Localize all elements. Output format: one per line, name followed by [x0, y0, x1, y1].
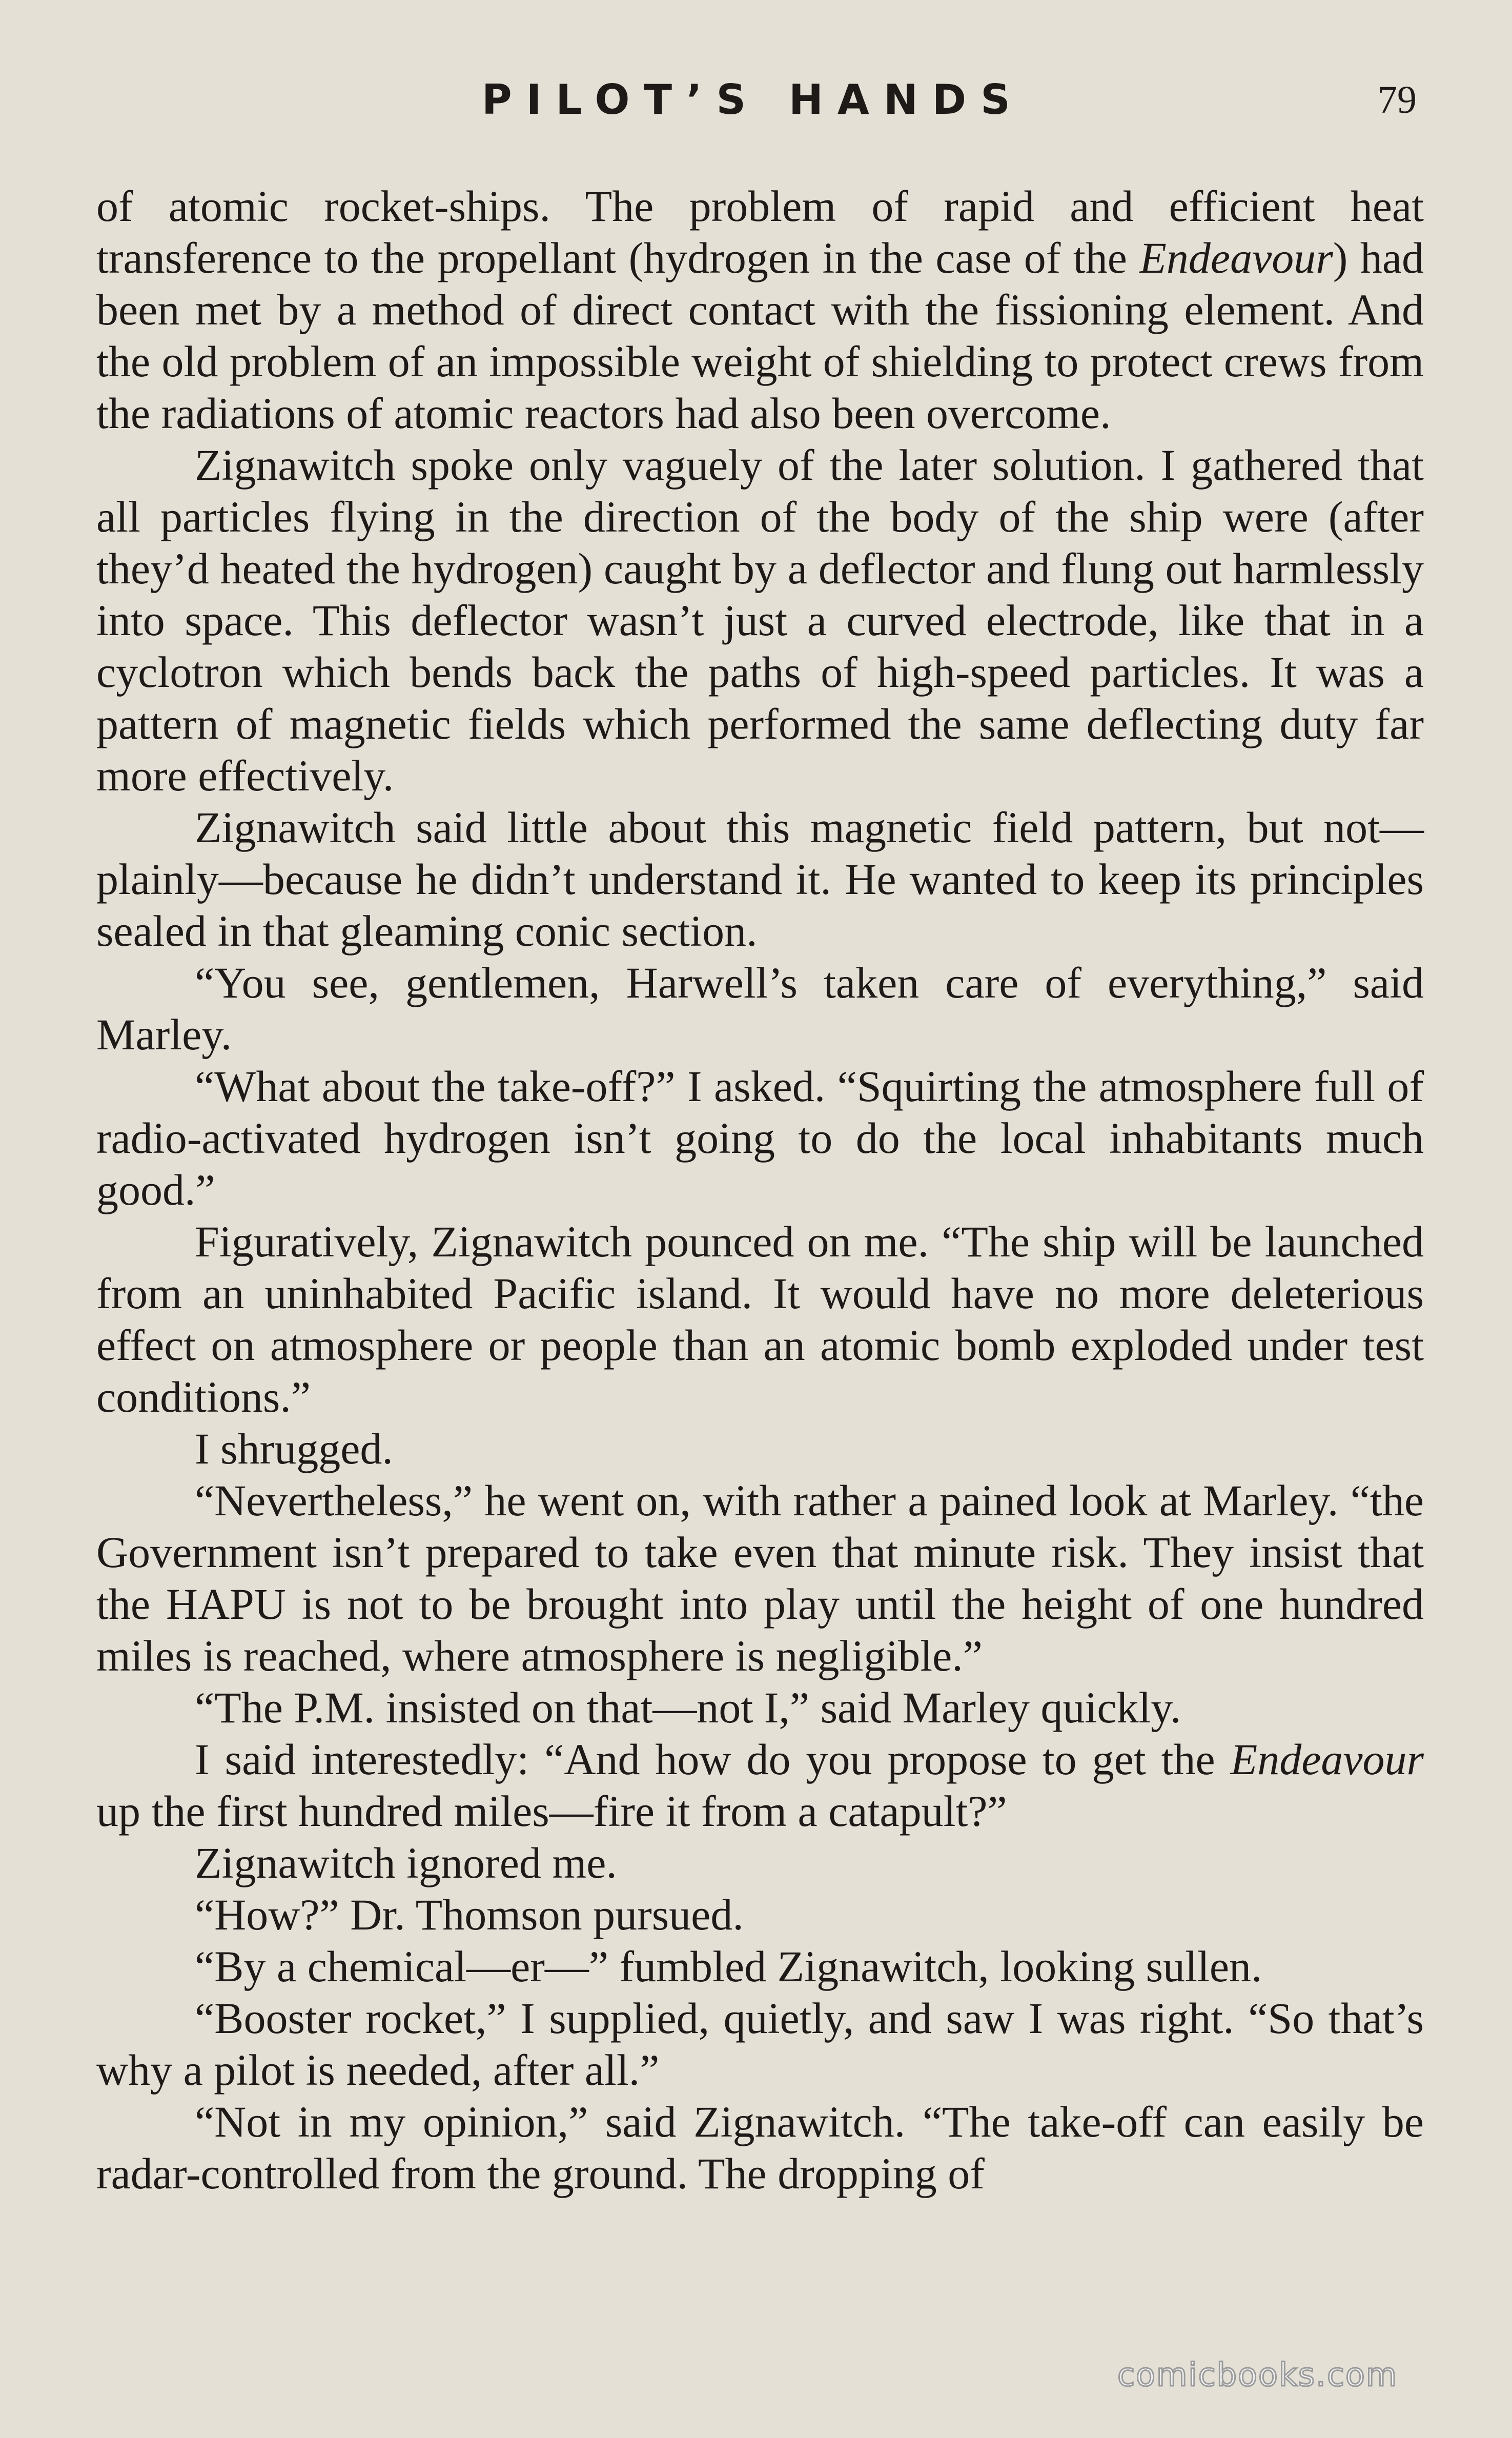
paragraph: [96, 439, 1424, 802]
paragraph: [96, 1941, 1424, 1993]
paragraph: [96, 1216, 1424, 1423]
text-run: “The P.M. insisted on that—not I,” said Marley quickly.: [195, 1683, 1181, 1732]
text-run: Zignawitch ignored me.: [195, 1838, 617, 1887]
text-run: Figuratively, Zignawitch pounced on me. “The ship will be launched from an uninhabited Pacific island. It would have no more deleterious effect on atmosphere or people than an atomic bomb exploded under test conditions.”: [96, 1217, 1424, 1421]
paragraph: [96, 1993, 1424, 2096]
paragraph: [96, 1734, 1424, 1837]
text-run: “What about the take-off?” I asked. “Squirting the atmosphere full of radio-activated hydrogen isn’t going to do the local inhabitants much good.”: [96, 1062, 1424, 1214]
text-run: Zignawitch spoke only vaguely of the later solution. I gathered that all particles flying in the direction of the body of the ship were (after they’d heated the hydrogen) caught by a deflector and flung out harmlessly into space. This deflector wasn’t just a curved electrode, like that in a cyclotron which bends back the paths of high-speed particles. It was a pattern of magnetic fields which performed the same deflecting duty far more effectively.: [96, 440, 1424, 800]
italic-text: Endeavour: [1139, 233, 1333, 282]
paragraph: [96, 957, 1424, 1061]
text-run: “You see, gentlemen, Harwell’s taken care of everything,” said Marley.: [96, 958, 1424, 1059]
paragraph: [96, 1837, 1424, 1889]
watermark: comicbooks.com: [1117, 2356, 1398, 2393]
text-run: “Nevertheless,” he went on, with rather a pained look at Marley. “the Government isn’t prepared to take even that minute risk. They insist that the HAPU is not to be brought into play until the height of one hundred miles is reached, where atmosphere is negligible.”: [96, 1476, 1424, 1680]
paragraph: [96, 2096, 1424, 2200]
text-run: Zignawitch said little about this magnetic field pattern, but not—plainly—because he didn’t understand it. He wanted to keep its principles sealed in that gleaming conic section.: [96, 803, 1424, 956]
text-run: “Not in my opinion,” said Zignawitch. “The take-off can easily be radar-controlled from the ground. The dropping of: [96, 2097, 1424, 2198]
text-run: “How?” Dr. Thomson pursued.: [195, 1890, 744, 1939]
text-run: up the first hundred miles—fire it from a catapult?”: [96, 1786, 1007, 1836]
body-text: [96, 180, 1424, 2200]
paragraph: [96, 1061, 1424, 1216]
paragraph: [96, 1423, 1424, 1475]
text-run: I shrugged.: [195, 1424, 393, 1473]
text-run: ) had been met by a method of direct contact with the fissioning element. And the old problem of an impossible weight of shielding to protect crews from the radiations of atomic reactors had also been overcome.: [96, 233, 1424, 438]
running-title: PILOT’S HANDS: [482, 76, 1025, 124]
paragraph: [96, 1889, 1424, 1941]
paragraph: [96, 1475, 1424, 1682]
page-header: [0, 72, 1512, 128]
text-run: “By a chemical—er—” fumbled Zignawitch, looking sullen.: [195, 1942, 1262, 1991]
page-number: 79: [1378, 78, 1417, 121]
paragraph: [96, 802, 1424, 957]
paragraph: [96, 1682, 1424, 1734]
text-run: “Booster rocket,” I supplied, quietly, and saw I was right. “So that’s why a pilot is needed, after all.”: [96, 1994, 1424, 2095]
italic-text: Endeavour: [1230, 1735, 1424, 1784]
paragraph: [96, 180, 1424, 439]
text-run: of atomic rocket-ships. The problem of rapid and efficient heat transference to the propellant (hydrogen in the case of the: [96, 181, 1424, 282]
text-run: I said interestedly: “And how do you propose to get the: [195, 1735, 1231, 1784]
